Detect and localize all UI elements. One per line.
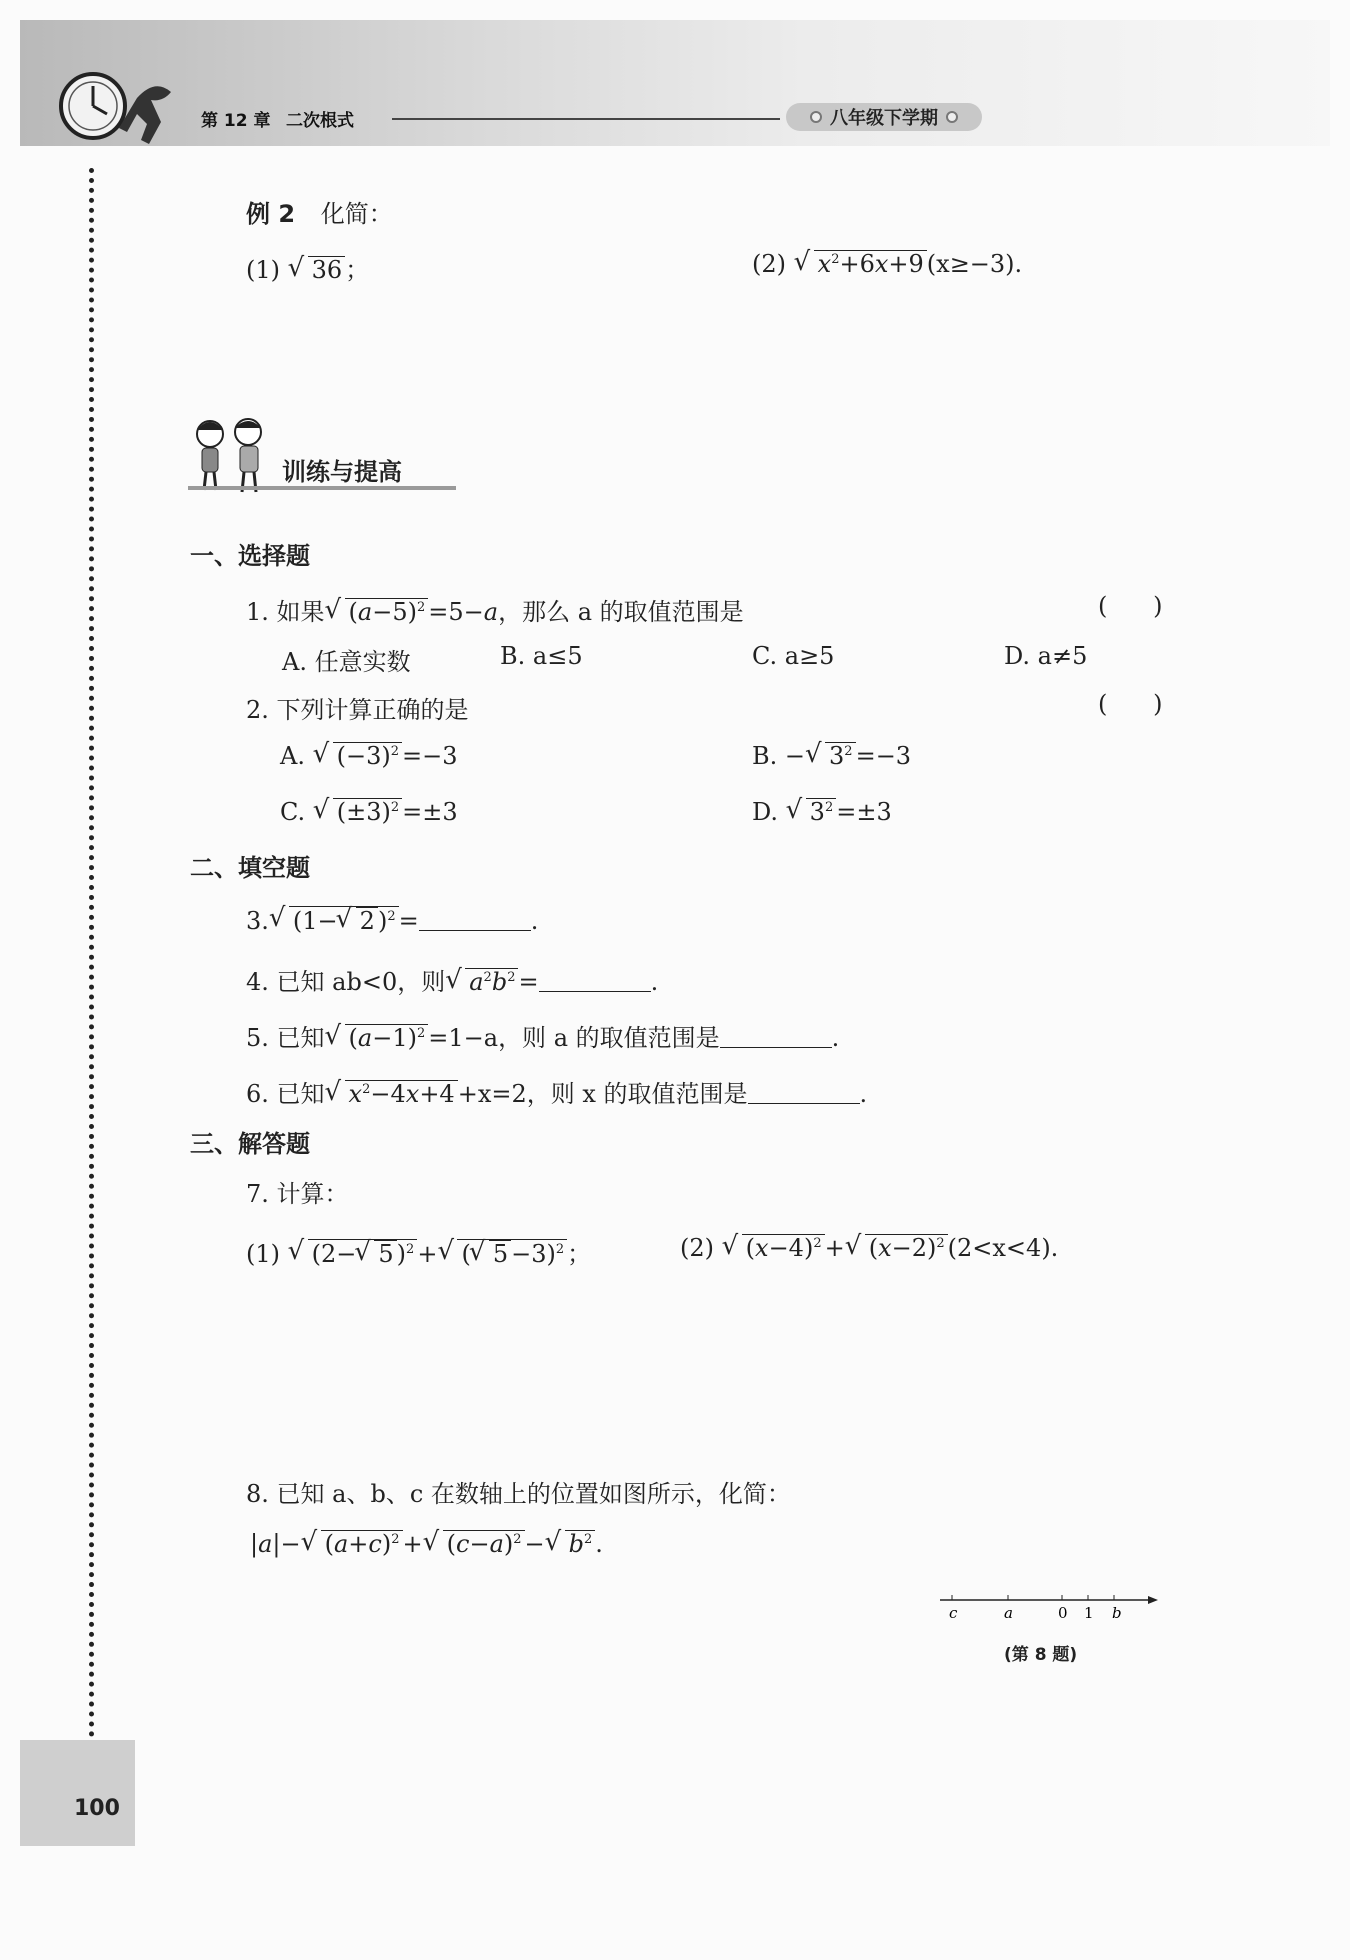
option-rhs: =−3 <box>402 742 458 770</box>
question-3: 3.√ (1−√ 2 )$^2$ = . <box>246 906 538 936</box>
sqrt-expr: √ $a^2b^2$ <box>465 968 518 997</box>
section-title: 训练与提高 <box>282 458 402 486</box>
sqrt-expr: √ $3^2$ <box>806 798 837 827</box>
question-5 <box>246 1018 839 1053</box>
punct: ； <box>345 256 370 284</box>
part-label: (2) <box>752 250 786 278</box>
punct: . <box>530 907 539 935</box>
label-a: a <box>1004 1604 1013 1622</box>
condition: (2<x<4). <box>947 1234 1059 1262</box>
heading-fill: 二、填空题 <box>190 854 310 882</box>
sqrt-quadratic: √ $x^2+6x+9$ <box>814 250 927 279</box>
sqrt-expr: √ $(a+c)^2$ <box>321 1530 403 1559</box>
figure-caption: (第 8 题) <box>1004 1645 1078 1665</box>
sqrt-expr: √ $(x-2)^2$ <box>865 1234 948 1263</box>
q-text: 已知 <box>276 1024 325 1052</box>
punct: . <box>831 1024 840 1052</box>
section-underline <box>188 486 456 490</box>
q-number: 5. <box>246 1024 269 1052</box>
part-label: (1) <box>246 256 280 284</box>
q1-option-d: D. a≠5 <box>1004 642 1088 670</box>
option-label: C. <box>280 798 306 826</box>
answer-blank-3[interactable] <box>419 930 531 931</box>
chapter-title: 二次根式 <box>286 111 354 131</box>
option-rhs: =±3 <box>402 798 458 826</box>
compass-runner-logo <box>55 68 195 148</box>
sqrt-expr: √ $x^2-4x+4$ <box>345 1080 458 1109</box>
example-instruction: 化简： <box>320 200 393 228</box>
q-text: 已知 ab<0，则 <box>276 968 446 996</box>
punct: . <box>650 968 659 996</box>
sqrt-expr: √ (2−√ 5 )$^2$ <box>308 1239 418 1269</box>
sqrt-expr: √ $(c-a)^2$ <box>443 1530 525 1559</box>
punct: ； <box>567 1240 592 1268</box>
question-7 <box>246 1174 349 1209</box>
punct: . <box>859 1080 868 1108</box>
q2-option-d <box>752 798 892 827</box>
q-text: 已知 <box>276 1080 325 1108</box>
page-number: 100 <box>74 1796 120 1821</box>
q-number: 3. <box>246 907 269 935</box>
question-2 <box>246 690 469 725</box>
q-text: 计算： <box>276 1180 349 1208</box>
sqrt-expr: √ (1−√ 2 )$^2$ <box>289 906 399 936</box>
q8-expression: |a|−√ $(a+c)^2$ +√ $(c-a)^2$ −√ $b^2$ . <box>250 1530 603 1559</box>
label-1: 1 <box>1084 1604 1094 1622</box>
q-number: 6. <box>246 1080 269 1108</box>
sqrt-expr: √ $3^2$ <box>825 742 856 771</box>
q-text: 如果 <box>276 598 325 626</box>
heading-solve: 三、解答题 <box>190 1130 310 1158</box>
option-rhs: =−3 <box>855 742 912 770</box>
punct: . <box>595 1530 603 1558</box>
axis-arrow <box>1148 1596 1158 1604</box>
option-label: B. <box>752 742 778 770</box>
badge-dot-right <box>946 111 958 123</box>
q-text: =1−a，则 a 的取值范围是 <box>428 1024 720 1052</box>
example-label: 例 2 <box>246 200 296 228</box>
grade-badge <box>786 103 982 131</box>
example-heading <box>246 194 393 229</box>
q-number: 8. <box>246 1480 269 1508</box>
sqrt-36 <box>308 256 346 285</box>
chapter-number: 第 12 章 <box>201 111 271 131</box>
question-1: 1. 如果√ $(a-5)^2 =5-a$，那么 a 的取值范围是 <box>246 592 744 627</box>
number-line <box>938 1586 1160 1626</box>
binding-dots <box>89 168 94 1738</box>
sqrt-expr: √ $b^2$ <box>565 1530 596 1559</box>
sqrt-2: √ 2 <box>356 907 378 936</box>
sqrt-expr: √ $(a-1)^2$ <box>345 1024 429 1053</box>
example-part-2 <box>752 250 1022 279</box>
q-text: 已知 a、b、c 在数轴上的位置如图所示，化简： <box>276 1480 791 1508</box>
option-label: A. <box>280 742 305 770</box>
q7-part-1: (1) √ (2−√ 5 )$^2$ +√ (√ 5 −3)$^2$ ； <box>246 1234 591 1269</box>
sqrt-expr: √ $(x-4)^2$ <box>742 1234 825 1263</box>
q-number: 1. <box>246 598 269 626</box>
example-part-1 <box>246 250 369 285</box>
condition: (x≥−3). <box>926 250 1023 278</box>
answer-blank-6[interactable] <box>748 1103 860 1104</box>
q2-option-a <box>280 742 458 771</box>
page-number-box <box>20 1740 135 1846</box>
header-rule <box>392 118 780 120</box>
answer-paren-1: ( ) <box>1098 592 1163 620</box>
q1-option-b: B. a≤5 <box>500 642 583 670</box>
heading-choice: 一、选择题 <box>190 542 310 570</box>
part-label: (1) <box>246 1240 280 1268</box>
part-label: (2) <box>680 1234 714 1262</box>
q-number: 2. <box>246 696 269 724</box>
answer-paren-2: ( ) <box>1098 690 1163 718</box>
radicand: 36 <box>311 256 343 284</box>
answer-blank-5[interactable] <box>720 1047 832 1048</box>
question-6 <box>246 1074 867 1109</box>
sqrt-expr: √ $(-3)^2$ <box>333 742 402 771</box>
q-text: +x=2，则 x 的取值范围是 <box>457 1080 748 1108</box>
label-c: c <box>949 1604 958 1622</box>
q7-part-2: (2) √ $(x-4)^2$ +√ $(x-2)^2$ (2<x<4). <box>680 1234 1058 1263</box>
sqrt-expr: √ $(\pm 3)^2$ <box>333 798 402 827</box>
sqrt-5: √ 5 <box>374 1240 396 1269</box>
q-number: 4. <box>246 968 269 996</box>
grade-label: 八年级下学期 <box>830 108 938 129</box>
sqrt-5: √ 5 <box>489 1240 511 1269</box>
badge-dot-left <box>810 111 822 123</box>
q-number: 7. <box>246 1180 269 1208</box>
q-text: 下列计算正确的是 <box>276 696 469 724</box>
option-rhs: =±3 <box>836 798 892 826</box>
q-text: ，那么 a 的取值范围是 <box>498 598 744 626</box>
q2-option-c <box>280 798 458 827</box>
question-8 <box>246 1474 791 1509</box>
option-label: D. <box>752 798 779 826</box>
q1-option-c: C. a≥5 <box>752 642 835 670</box>
kids-illustration <box>188 414 278 496</box>
answer-blank-4[interactable] <box>539 991 651 992</box>
label-0: 0 <box>1058 1604 1068 1622</box>
q1-option-a: A. 任意实数 <box>282 648 411 676</box>
label-b: b <box>1112 1604 1122 1622</box>
sqrt-expr: √ (√ 5 −3)$^2$ <box>457 1239 567 1269</box>
sqrt-expr: √ $(a-5)^2$ <box>345 598 429 627</box>
q2-option-b: B. −√ $3^2 =-3$ <box>752 742 911 771</box>
question-4: 4. 已知 ab<0，则√ $a^2b^2$ = . <box>246 962 658 997</box>
